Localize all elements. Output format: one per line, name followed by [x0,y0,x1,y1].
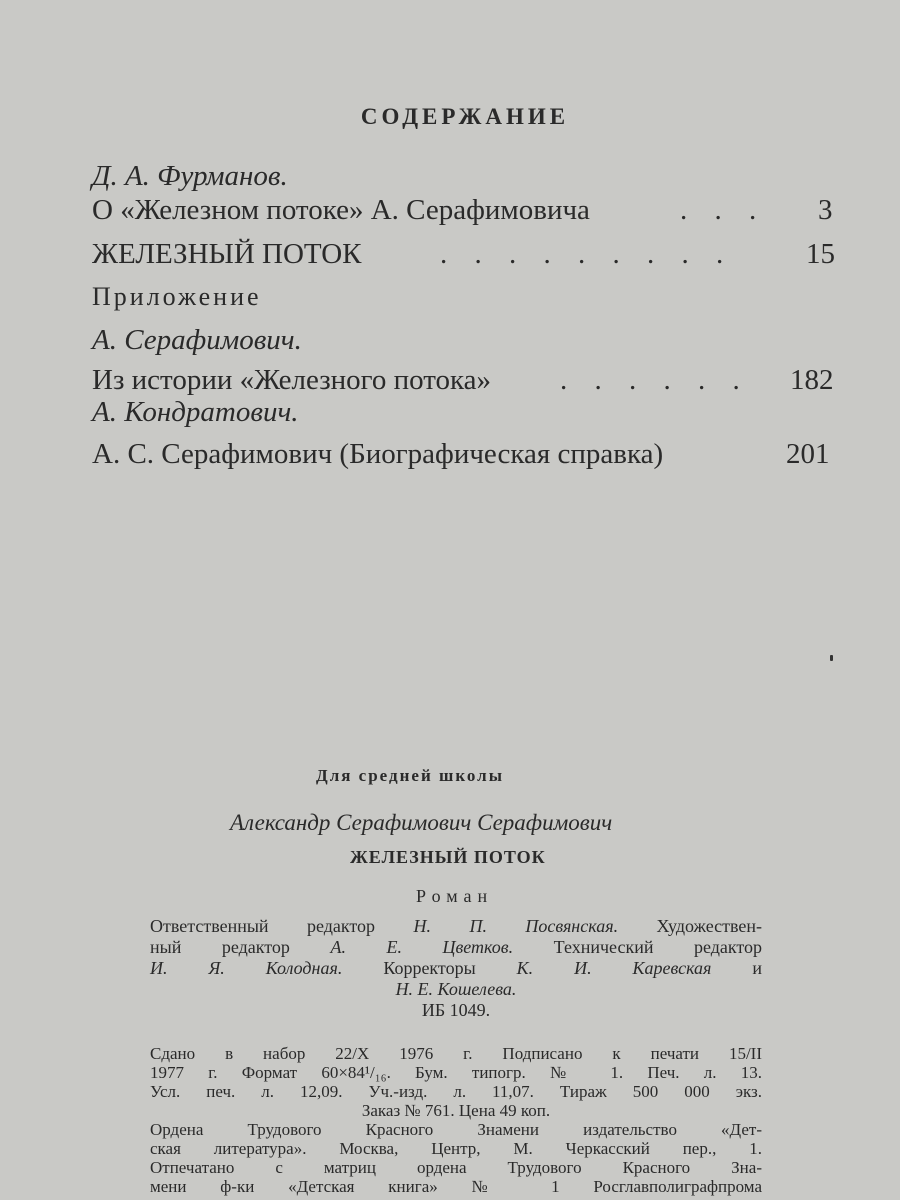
credits-line-2 [150,937,762,958]
toc-entry-1-title: О «Железном потоке» А. Серафимовича [92,194,590,226]
credit-role: Корректоры [383,958,476,978]
print-details [150,1044,762,1196]
print-line-7: Отпечатано с матриц ордена Трудового Красного Зна- [150,1158,762,1177]
print-line-8: мени ф-ки «Детская книга» № 1 Росглавполиграфпрома [150,1177,762,1196]
credits-line-3 [150,958,762,979]
toc-entry-3-leader: . . . . . . [560,364,750,396]
toc-entry-4-title: А. С. Серафимович (Биографическая справка) [92,438,664,470]
print-line-5: Ордена Трудового Красного Знамени издательство «Дет- [150,1120,762,1139]
imprint-title: ЖЕЛЕЗНЫЙ ПОТОК [350,847,546,867]
series-label: Для средней школы [316,766,504,785]
credit-person: И. Я. Колодная. [150,958,343,978]
imprint-genre: Роман [416,886,494,906]
toc-entry-4-page: 201 [786,438,830,470]
credit-conjunction: и [752,958,763,978]
credit-role: Технический редактор [553,937,763,957]
credits-line-1 [150,916,762,937]
credits-line-4: Н. Е. Кошелева. [395,979,517,999]
print-line-1: Сдано в набор 22/X 1976 г. Подписано к печати 15/II [150,1044,762,1063]
toc-entry-1-author: Д. А. Фурманов. [92,160,288,192]
print-line-4: Заказ № 761. Цена 49 коп. [361,1101,551,1120]
credit-person: Н. П. Посвянская. [413,916,619,936]
toc-section-appendix: Приложение [92,282,262,311]
toc-entry-1-leader: . . . [680,194,767,226]
toc-entry-3-page: 182 [790,364,834,396]
credit-person: К. И. Каревская [516,958,712,978]
print-line-2: 1977 г. Формат 60×84¹/₁₆. Бум. типогр. № 1. Печ. л. 13. [150,1063,762,1082]
toc-entry-2-leader: . . . . . . . . . [440,238,734,270]
toc-entry-1-page: 3 [818,194,833,226]
paper-speck [830,655,833,661]
print-line-6: ская литература». Москва, Центр, М. Черкасский пер., 1. [150,1139,762,1158]
print-line-3: Усл. печ. л. 12,09. Уч.-изд. л. 11,07. Тираж 500 000 экз. [150,1082,762,1101]
toc-entry-2-page: 15 [806,238,835,270]
imprint-author: Александр Серафимович Серафимович [230,810,613,835]
toc-entry-2-title: ЖЕЛЕЗНЫЙ ПОТОК [92,238,362,270]
credit-role: Художествен- [656,916,763,936]
credit-role: ный редактор [150,937,290,957]
credit-person: А. Е. Цветков. [330,937,514,957]
credits-block [150,916,762,1021]
toc-entry-3-author: А. Серафимович. [92,324,302,356]
toc-entry-4-author: А. Кондратович. [92,396,299,428]
toc-entry-3-title: Из истории «Железного потока» [92,364,492,396]
credit-role: Ответственный редактор [150,916,376,936]
ib-number: ИБ 1049. [421,1000,491,1020]
contents-heading: СОДЕРЖАНИЕ [360,104,570,129]
